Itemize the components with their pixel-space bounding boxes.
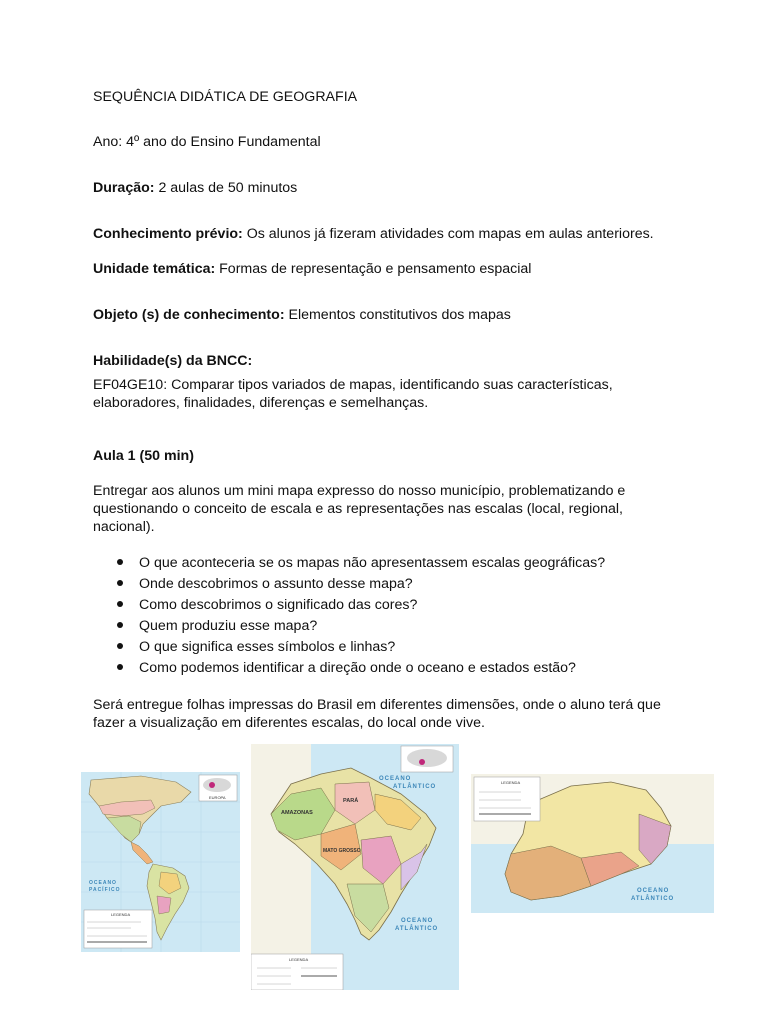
brasil-legend-title: LEGENDA bbox=[289, 957, 309, 962]
aula1-intro-line-1: Entregar aos alunos um mini mapa expresso do nosso município, problematizando e bbox=[93, 483, 626, 499]
question-text: Onde descobrimos o assunto desse mapa? bbox=[139, 576, 413, 592]
conhecimento-previo-line bbox=[93, 225, 654, 243]
americas-inset-label: EUROPA bbox=[209, 795, 226, 800]
habilidades-line-1: EF04GE10: Comparar tipos variados de mapas, identificando suas características, bbox=[93, 377, 613, 393]
list-item bbox=[93, 596, 605, 617]
bullet-icon bbox=[117, 643, 123, 649]
aula1-intro-line-2: questionando o conceito de escala e as representações nas escalas (local, regional, bbox=[93, 501, 624, 517]
sudeste-ocean-label-1: OCEANO bbox=[637, 888, 670, 894]
brasil-state-label-mato-grosso: MATO GROSSO bbox=[323, 848, 361, 854]
brasil-map bbox=[251, 744, 459, 990]
unidade-tematica-label: Unidade temática: bbox=[93, 261, 216, 277]
aula1-intro-line-3: nacional). bbox=[93, 519, 155, 535]
conhecimento-previo-label: Conhecimento prévio: bbox=[93, 226, 243, 242]
americas-legend-title: LEGENDA bbox=[111, 912, 131, 917]
list-item bbox=[93, 554, 605, 575]
habilidades-label: Habilidade(s) da BNCC: bbox=[93, 353, 253, 369]
question-text: Quem produziu esse mapa? bbox=[139, 618, 318, 634]
unidade-tematica-value: Formas de representação e pensamento espacial bbox=[215, 261, 532, 277]
list-item bbox=[93, 617, 605, 638]
brasil-state-label-amazonas: AMAZONAS bbox=[281, 810, 313, 816]
objeto-line bbox=[93, 306, 511, 324]
bullet-icon bbox=[117, 622, 123, 628]
aula1-heading bbox=[93, 447, 194, 465]
question-text: O que aconteceria se os mapas não apresentassem escalas geográficas? bbox=[139, 555, 606, 571]
document-title: SEQUÊNCIA DIDÁTICA DE GEOGRAFIA bbox=[93, 89, 358, 105]
brasil-ocean-bottom-label-1: OCEANO bbox=[401, 918, 434, 924]
question-text: Como podemos identificar a direção onde o oceano e estados estão? bbox=[139, 660, 576, 676]
sudeste-map bbox=[471, 774, 714, 913]
objeto-value: Elementos constitutivos dos mapas bbox=[284, 307, 511, 323]
brasil-ocean-bottom-label-2: ATLÂNTICO bbox=[395, 926, 439, 932]
questions-list bbox=[93, 554, 605, 680]
brasil-ocean-top-label-1: OCEANO bbox=[379, 776, 412, 782]
bullet-icon bbox=[117, 559, 123, 565]
question-text: O que significa esses símbolos e linhas? bbox=[139, 639, 396, 655]
ano-line: Ano: 4º ano do Ensino Fundamental bbox=[93, 134, 321, 150]
question-text: Como descobrimos o significado das cores? bbox=[139, 597, 418, 613]
duracao-label: Duração: bbox=[93, 180, 155, 196]
habilidades-line-2: elaboradores, finalidades, diferenças e semelhanças. bbox=[93, 395, 429, 411]
aula1-closing-line-2: fazer a visualização em diferentes escalas, do local onde vive. bbox=[93, 715, 485, 731]
brasil-state-label-para: PARÁ bbox=[343, 798, 359, 804]
list-item bbox=[93, 638, 605, 659]
americas-ocean-label-2: PACÍFICO bbox=[89, 887, 121, 893]
aula1-closing-line-1: Será entregue folhas impressas do Brasil em diferentes dimensões, onde o aluno terá que bbox=[93, 697, 661, 713]
sudeste-ocean-label-2: ATLÂNTICO bbox=[631, 896, 675, 902]
habilidades-heading bbox=[93, 352, 252, 370]
list-item bbox=[93, 659, 605, 680]
bullet-icon bbox=[117, 664, 123, 670]
list-item bbox=[93, 575, 605, 596]
aula1-heading-text: Aula 1 (50 min) bbox=[93, 448, 194, 464]
bullet-icon bbox=[117, 601, 123, 607]
unidade-tematica-line bbox=[93, 260, 531, 278]
objeto-label: Objeto (s) de conhecimento: bbox=[93, 307, 285, 323]
brasil-ocean-top-label-2: ATLÂNTICO bbox=[393, 784, 437, 790]
sudeste-legend-title: LEGENDA bbox=[501, 780, 521, 785]
duracao-value: 2 aulas de 50 minutos bbox=[154, 180, 298, 196]
americas-ocean-label-1: OCEANO bbox=[89, 880, 117, 886]
duracao-line bbox=[93, 179, 297, 197]
bullet-icon bbox=[117, 580, 123, 586]
conhecimento-previo-value: Os alunos já fizeram atividades com mapas em aulas anteriores. bbox=[242, 226, 654, 242]
americas-map bbox=[81, 772, 240, 952]
